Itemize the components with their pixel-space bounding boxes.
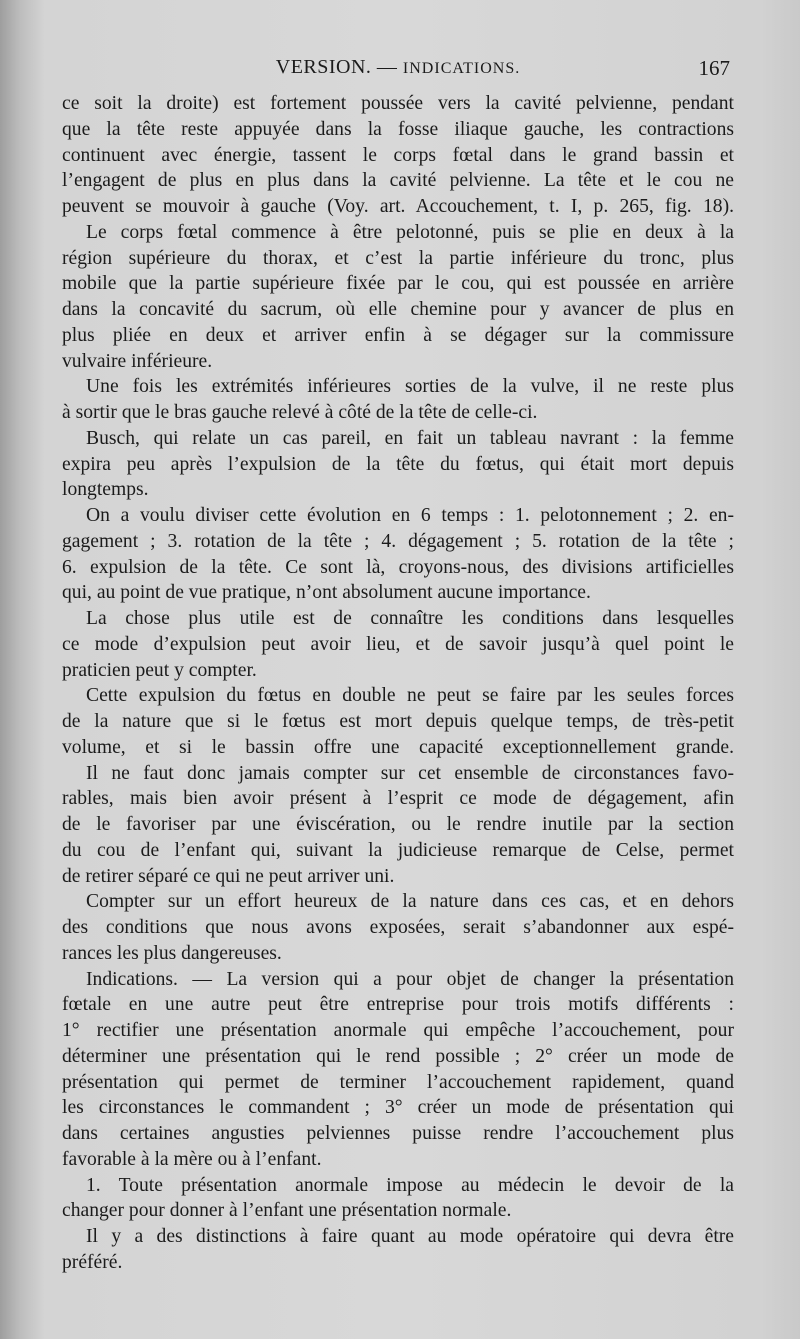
text-line: 6. expulsion de la tête. Ce sont là, croyons-nous, des divisions artificielles: [62, 556, 734, 578]
text-line: volume, et si le bassin offre une capacité exceptionnellement grande.: [62, 736, 734, 758]
text-line: Busch, qui relate un cas pareil, en fait un tableau navrant : la femme: [86, 427, 734, 449]
text-line: à sortir que le bras gauche relevé à côté de la tête de celle-ci.: [62, 402, 538, 423]
text-line: l’engagent de plus en plus dans la cavité pelvienne. La tête et le cou ne: [62, 170, 734, 192]
text-line: expira peu après l’expulsion de la tête du fœtus, qui était mort depuis: [62, 453, 734, 475]
text-line: changer pour donner à l’enfant une présentation normale.: [62, 1200, 512, 1222]
text-line: rances les plus dangereuses.: [62, 942, 282, 964]
text-line: région supérieure du thorax, et c’est la partie inférieure du tronc, plus: [62, 247, 734, 269]
text-line: peuvent se mouvoir à gauche (Voy. art. Accouchement, t. I, p. 265, fig. 18).: [62, 196, 734, 217]
text-line: continuent avec énergie, tassent le corps fœtal dans le grand bassin et: [62, 144, 734, 166]
text-line: Le corps fœtal commence à être pelotonné, puis se plie en deux à la: [86, 221, 734, 243]
text-line: déterminer une présentation qui le rend possible ; 2° créer un mode de: [62, 1045, 734, 1067]
text-line: longtemps.: [62, 479, 149, 501]
text-line: Une fois les extrémités inférieures sorties de la vulve, il ne reste plus: [86, 376, 734, 398]
text-line: préféré.: [62, 1251, 123, 1273]
text-line: dans la concavité du sacrum, où elle chemine pour y avancer de plus en: [62, 299, 734, 320]
text-line: du cou de l’enfant qui, suivant la judicieuse remarque de Celse, permet: [62, 839, 734, 861]
text-line: qui, au point de vue pratique, n’ont absolument aucune importance.: [62, 582, 591, 604]
text-line: rables, mais bien avoir présent à l’esprit ce mode de dégagement, afin: [62, 788, 734, 810]
text-line: que la tête reste appuyée dans la fosse iliaque gauche, les contractions: [62, 118, 734, 140]
text-line: de retirer séparé ce qui ne peut arriver uni.: [62, 865, 395, 887]
text-line: Il y a des distinctions à faire quant au mode opératoire qui devra être: [86, 1226, 734, 1247]
text-line: des conditions que nous avons exposées, serait s’abandonner aux espé-: [62, 917, 734, 938]
text-line: de le favoriser par une éviscération, ou le rendre inutile par la section: [62, 814, 734, 835]
header-title: VERSION.: [275, 56, 372, 78]
text-line: gagement ; 3. rotation de la tête ; 4. dégagement ; 5. rotation de la tête ;: [62, 530, 734, 552]
text-line: Compter sur un effort heureux de la nature dans ces cas, et en dehors: [86, 891, 734, 913]
running-title: [62, 56, 734, 79]
body-text: [62, 91, 734, 1276]
running-header: [62, 56, 734, 86]
text-line: praticien peut y compter.: [62, 659, 257, 681]
text-line: 1. Toute présentation anormale impose au médecin le devoir de la: [86, 1174, 734, 1196]
text-line: vulvaire inférieure.: [62, 350, 213, 372]
text-line: les circonstances le commandent ; 3° créer un mode de présentation qui: [62, 1097, 734, 1119]
page-number: 167: [698, 56, 730, 80]
text-line: de la nature que si le fœtus est mort depuis quelque temps, de très-petit: [62, 711, 734, 732]
text-line: mobile que la partie supérieure fixée par le cou, qui est poussée en arrière: [62, 273, 734, 295]
text-line: 1° rectifier une présentation anormale qui empêche l’accouchement, pour: [62, 1020, 734, 1041]
header-subtitle: INDICATIONS.: [402, 60, 521, 77]
text-line: dans certaines angusties pelviennes puisse rendre l’accouchement plus: [62, 1123, 734, 1144]
text-line: Indications. — La version qui a pour objet de changer la présentation: [86, 968, 734, 990]
text-line: On a voulu diviser cette évolution en 6 temps : 1. pelotonnement ; 2. en-: [86, 505, 734, 526]
text-line: favorable à la mère ou à l’enfant.: [62, 1148, 322, 1170]
text-line: fœtale en une autre peut être entreprise pour trois motifs différents :: [62, 994, 734, 1016]
text-line: Il ne faut donc jamais compter sur cet ensemble de circonstances favo-: [86, 762, 734, 784]
header-dash: —: [376, 56, 398, 78]
text-line: ce soit la droite) est fortement poussée vers la cavité pelvienne, pendant: [62, 93, 734, 114]
text-line: présentation qui permet de terminer l’accouchement rapidement, quand: [62, 1071, 734, 1093]
text-line: La chose plus utile est de connaître les conditions dans lesquelles: [86, 608, 734, 629]
text-line: ce mode d’expulsion peut avoir lieu, et de savoir jusqu’à quel point le: [62, 633, 734, 655]
text-line: Cette expulsion du fœtus en double ne peut se faire par les seules forces: [86, 685, 734, 707]
text-line: plus pliée en deux et arriver enfin à se dégager sur la commissure: [62, 324, 734, 346]
